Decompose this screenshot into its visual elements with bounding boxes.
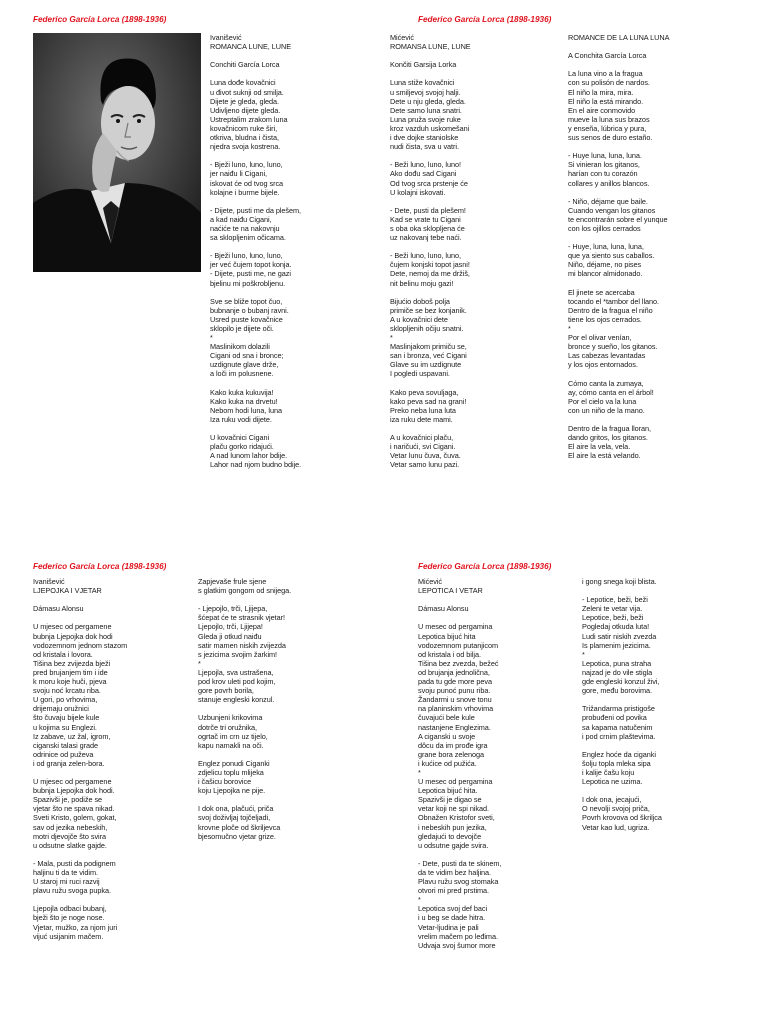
poem-line: Vetar samo lunu pazi. [390, 460, 460, 470]
poem-line: stanuje engleski konzul. [198, 695, 275, 705]
poem-line [33, 850, 127, 859]
poem-line [568, 42, 669, 51]
poem-line [198, 704, 291, 713]
poem-line: Mićević [418, 577, 442, 586]
poem-line: a loči im polusnene. [210, 369, 274, 379]
poem-line: čuvajući bele kule [418, 713, 475, 723]
poem-line: da te vidim bez haljina. [418, 868, 492, 877]
poem-line: que ya siento sus caballos. [568, 251, 655, 261]
poem-line: - Dete, pusti da plešem! [390, 205, 466, 215]
poem-line: Žandarmi u snove tonu [418, 695, 492, 705]
poem-line: vodozemnom jednom stazom [33, 640, 128, 650]
poem-line: I dok ona, plačući, priča [198, 804, 274, 814]
poem-line: kovačnicom ruke širi, [210, 123, 278, 133]
poem-line: Ivanišević [210, 33, 242, 42]
poem-line: harían con tu corazón [568, 169, 638, 179]
poem-line [568, 369, 669, 378]
poem-line: Vetar-ljudina je pali [418, 922, 479, 932]
poem-line: U kolajni iskovati. [390, 187, 446, 197]
poem-line: Is plamenim jezicima. [582, 640, 651, 650]
poem-line: sav od jezika nebeskih, [33, 822, 108, 832]
poem-line: El jinete se acercaba [568, 287, 635, 297]
poem-line: kapu namakli na oči. [198, 740, 264, 750]
poem-line: Preko neba luna luta [390, 405, 456, 415]
poem-line: ROMANCE DE LA LUNA LUNA [568, 33, 670, 42]
poem-line: Plavu ružu svog stomaka [418, 877, 499, 887]
poem-line: Končiti Garsija Lorka [390, 60, 457, 70]
poem-line [210, 379, 301, 388]
poem-line: nudi čista, sva u vatri. [390, 142, 459, 152]
poem-line: con los ojillos cerrados [568, 223, 641, 233]
poem-line: dando gritos, los gitanos. [568, 433, 648, 443]
poem-line [390, 51, 471, 60]
poem-line: Uzbunjeni krikovima [198, 713, 263, 723]
poem-line: naćiće te na nakovnju [210, 223, 280, 233]
poem-line: Kako peva sovuljaga, [390, 387, 459, 397]
poem-line: vetar koji ne spi nikad. [418, 804, 489, 814]
poem-line: i dve dojke staniolske [390, 133, 459, 143]
poem-line: u odsutne gajde svira. [418, 840, 489, 850]
poem-line: U gori, po vrhovima, [33, 695, 98, 705]
poem-line: Ako dođu sad Cigani [390, 169, 457, 179]
poem-line: Luna pruža svoje ruke [390, 114, 461, 124]
poem-line: con un niño de la mano. [568, 405, 645, 415]
poem-line: Ivanišević [33, 577, 65, 586]
poem-line: svoju noć krcatu riba. [33, 686, 101, 696]
poem-line: i naričući, svi Cigani. [390, 442, 456, 452]
poem-line: - Lepotice, beži, beži [582, 595, 648, 605]
poem-line: mueve la luna sus brazos [568, 114, 650, 124]
poem-line: ROMANCA LUNE, LUNE [210, 42, 292, 52]
poem-line: otkriva, bludna i čista, [210, 133, 279, 143]
poem-line: Maslinikom dolazili [210, 342, 270, 352]
poem-line [210, 288, 301, 297]
poem-line: k moru koje huči, pjeva [33, 677, 107, 687]
poem-line: Kako kuka kukuvija! [210, 387, 274, 397]
poem-line: A ciganski u svoje [418, 731, 476, 741]
poem-line [568, 415, 669, 424]
poem-line: i od granja zelen-bora. [33, 758, 105, 768]
poem-line: sus senos de duro estaño. [568, 133, 653, 143]
poem-line: y enseña, lúbrica y pura, [568, 123, 647, 133]
poem-line: Englez ponudi Ciganki [198, 758, 270, 768]
poem-line: Maslinjakom primiču se, [390, 342, 467, 352]
poem-line: i kalije čašu koju [582, 767, 635, 777]
poem-line: Spazivši je, podiže se [33, 795, 103, 805]
poem-line: ciganski talasi grade [33, 740, 99, 750]
poem-line: otvori mi pred prstima. [418, 886, 490, 896]
poem-line: Lepotica bijuć hita. [418, 786, 478, 796]
poem-line: La luna vino a la fragua [568, 69, 643, 79]
poem-line: A nad lunom lahor bdije. [210, 451, 288, 461]
poem-line [198, 595, 291, 604]
poem-line: s glatkim gongom od snijega. [198, 586, 292, 596]
poem-line: U staroj mi ruci razvij [33, 877, 100, 887]
poem-line: Por el cielo va la luna [568, 396, 637, 406]
poem-line: zdjelicu toplu mlijeka [198, 767, 264, 777]
poem-ivanisevic-ljepojka [33, 577, 127, 941]
poem-line: Iz zabave, uz žal, igrom, [33, 731, 111, 741]
poem-line: Vetar kao lud, ugriza. [582, 822, 650, 832]
poem-line [582, 586, 662, 595]
poem-line: i u beg se dade hitra. [418, 913, 486, 923]
poem-line [198, 750, 291, 759]
poem-line: Glave su im uzdignute [390, 360, 462, 370]
poem-line: Ljepojlo, trči, Ljijepa! [198, 622, 263, 632]
poem-line: Bijućio doboš polja [390, 296, 450, 306]
poem-line: što čuvaju bijele kule [33, 713, 100, 723]
poem-line: * [198, 658, 201, 668]
poem-line [33, 895, 127, 904]
poem-line [582, 741, 662, 750]
poem-line: bubnja Ljepojka dok hodi. [33, 786, 115, 796]
poem-line: - Bježi luno, luno, luno, [210, 251, 283, 261]
poem-line: Dámasu Alonsu [33, 604, 84, 614]
poem-line [33, 595, 127, 604]
poem-line [568, 233, 669, 242]
poem-line: kroz vazduh uskomešani [390, 123, 470, 133]
poem-line: Sve se bliže topot čuo, [210, 296, 283, 306]
poem-line [33, 768, 127, 777]
poem-line: jer već čujem topot konja. [210, 260, 292, 270]
poem-original-romance [568, 33, 669, 460]
poem-line: primiče se bez konjanik. [390, 305, 467, 315]
portrait-photo [33, 33, 201, 272]
poem-micevic-romansa [390, 33, 471, 470]
poem-line: uzdignute glave drže, [210, 360, 279, 370]
poem-line: Dentro de la fragua el niño [568, 305, 653, 315]
poem-line: Sveti Kristo, golem, gokat, [33, 813, 117, 823]
poem-line: En el aire conmovido [568, 105, 636, 115]
poem-line: Lepotica, puna straha [582, 658, 652, 668]
poem-line: satir mamen niskih zvijezda [198, 640, 286, 650]
poem-line: y los ojos entornados. [568, 360, 638, 370]
poem-line: Zapjevaše frule sjene [198, 577, 267, 586]
poem-line: I pogledi uspavani. [390, 369, 450, 379]
poem-line: - Mala, pusti da podignem [33, 858, 116, 868]
poem-line: nit belinu moju gazi! [390, 278, 454, 288]
poem-line: Lepotica ne uzima. [582, 777, 643, 787]
poem-line: * [418, 767, 421, 777]
poem-line: šćepat će te strasnik vjetar! [198, 613, 285, 623]
poem-line: svoj doživljaj tojčeljadi, [198, 813, 271, 823]
poem-line: od brujanja jednolična, [418, 667, 490, 677]
poem-line: sa kapama natučenim [582, 722, 653, 732]
poem-line: od kristala i lovora. [33, 649, 93, 659]
poem-line: bubnja Ljepojka dok hodi [33, 631, 113, 641]
poem-line: i čašicu borovice [198, 777, 252, 787]
poem-line: Cómo canta la zumaya, [568, 378, 644, 388]
header-bottom-mid: Federico García Lorca (1898-1936) [418, 562, 552, 571]
poem-ivanisevic-ljepojka-continued [198, 577, 291, 841]
poem-line: Ludi satir niskih zvezda [582, 631, 657, 641]
poem-line: O nevolji svojoj priča, [582, 804, 650, 814]
poem-line: Obnažen Kristofor sveti, [418, 813, 495, 823]
poem-line: * [210, 333, 213, 343]
poem-line: vodozemnom putanjicom [418, 640, 499, 650]
poem-line: grane bora zelenoga [418, 749, 484, 759]
poem-line: mi blancor almidonado. [568, 269, 643, 279]
poem-line: con su polisón de nardos. [568, 78, 650, 88]
poem-line: Por el olivar venían, [568, 333, 632, 343]
poem-line: Englez hoće da ciganki [582, 749, 656, 759]
poem-line: El aire la está velando. [568, 451, 641, 461]
header-top-left: Federico García Lorca (1898-1936) [33, 15, 167, 24]
poem-line: U kovačnici Cigani [210, 433, 270, 443]
poem-line: kolajne i burme bijele. [210, 187, 280, 197]
poem-line: Usred puste kovačnice [210, 314, 283, 324]
poem-line: * [418, 895, 421, 905]
poem-line: čujem konjski topot jasni! [390, 260, 470, 270]
poem-line [33, 613, 127, 622]
poem-line: Lepotice, beži, beži [582, 613, 644, 623]
poem-line: sklopljenih očiju snatni. [390, 324, 464, 333]
poem-line: Zeleni te vetar vija. [582, 604, 643, 614]
poem-line: Gleda ji otkud naiđu [198, 631, 262, 641]
poem-line: u odsutne slatke gajde. [33, 840, 107, 850]
poem-line: A u kovačnici plaču, [390, 433, 454, 443]
poem-micevic-lepotica [418, 577, 501, 950]
poem-line: bubnanje o bubanj ravni. [210, 305, 289, 315]
poem-line: gledajući to devojče [418, 831, 482, 841]
poem-line [390, 69, 471, 78]
poem-line: Kad se vrate tu Cigani [390, 214, 461, 224]
poem-line: - Dete, pusti da te skinem, [418, 858, 502, 868]
poem-line: Dentro de la fragua lloran, [568, 424, 652, 434]
poem-line: iza ruku dete mami. [390, 414, 453, 424]
poem-line: Nebom hodi luna, luna [210, 405, 282, 415]
poem-line: bježi što je noge nose. [33, 913, 105, 923]
poem-line: na planinskim vrhovima [418, 704, 494, 714]
poem-line: U mesec od pergamina [418, 777, 493, 787]
poem-line [210, 151, 301, 160]
poem-line: vrelim mačem po leđima. [418, 931, 498, 941]
poem-line: i kućice od pužića. [418, 758, 477, 768]
poem-line: - Niño, déjame que baile. [568, 196, 648, 206]
poem-line: El niño la está mirando. [568, 96, 644, 106]
poem-line: s oba oka sklopljena će [390, 223, 465, 233]
poem-line: U mesec od pergamina [418, 622, 493, 632]
header-top-mid: Federico García Lorca (1898-1936) [418, 15, 552, 24]
poem-line: Udivljeno dijete gleda. [210, 105, 281, 115]
poem-line: nastanjene Englezima. [418, 722, 491, 732]
poem-line: ogrtač im crn uz tijelo, [198, 731, 268, 741]
poem-line: ay, cómo canta en el árbol! [568, 387, 654, 397]
poem-line: Las cabezas levantadas [568, 351, 646, 361]
poem-line: od kristala i od bilja. [418, 649, 481, 659]
poem-line: Dijete je gleda, gleda. [210, 96, 280, 106]
poem-line: sklopilo je dijete oči. [210, 324, 274, 333]
poem-line: - Bježi luno, luno, luno, [210, 160, 283, 170]
poem-line: motri djevojče što svira [33, 831, 107, 841]
poem-line [418, 613, 501, 622]
poem-line: gore, među borovima. [582, 686, 652, 696]
poem-line: LJEPOJKA I VJETAR [33, 586, 102, 596]
poem-line: probuđeni od povika [582, 713, 647, 723]
poem-line: Vjetar, mužko, za njom juri [33, 922, 118, 932]
poem-line [210, 69, 301, 78]
poem-line: tiene los ojos cerrados. [568, 314, 642, 324]
poem-line: - Huye, luna, luna, luna, [568, 242, 644, 252]
poem-line: Od tvog srca prstenje će [390, 178, 468, 188]
poem-line: A Conchita García Lorca [568, 51, 647, 61]
poem-line: - Beži luno, luno, luno! [390, 160, 462, 170]
poem-line: jer naiđu li Cigani, [210, 169, 268, 179]
poem-line: LEPOTICA I VETAR [418, 586, 483, 596]
poem-line: El niño la mira, mira. [568, 87, 634, 97]
poem-line: dôcu da im prođe igra [418, 740, 488, 750]
poem-line [210, 51, 301, 60]
poem-line: Niño, déjame, no pises [568, 260, 642, 270]
poem-line [568, 279, 669, 288]
poem-line [568, 188, 669, 197]
poem-line: pred brujanjem tim i ide [33, 667, 108, 677]
poem-line [568, 60, 669, 69]
poem-line [418, 850, 501, 859]
poem-line: a kad naiđu Cigani, [210, 214, 272, 224]
poem-line: El aire la vela, vela. [568, 442, 631, 452]
poem-line [390, 242, 471, 251]
poem-line [390, 197, 471, 206]
poem-line: Luna dođe kovačnici [210, 78, 276, 88]
poem-line: bjelinu mi poškrobljenu. [210, 278, 286, 288]
poem-line: I dok ona, jecajući, [582, 795, 642, 805]
poem-line: Tišina bez zvezda, bežeć [418, 658, 499, 668]
poem-line: Ljepojla odbaci bubanj, [33, 904, 107, 914]
poem-line: Pogledaj otkuda luta! [582, 622, 650, 632]
poem-line: drijemaju oružnici [33, 704, 89, 714]
poem-line: - Ljepojlo, trči, Ljijepa, [198, 604, 268, 614]
poem-line [582, 786, 662, 795]
poem-line: u smiljevoj svojoj halji. [390, 87, 461, 97]
poem-line [390, 288, 471, 297]
poem-line: - Dijete, pusti me da plešem, [210, 205, 302, 215]
poem-line: Dete, nemoj da me držiš, [390, 269, 470, 279]
poem-line: Ustreptalim zrakom luna [210, 114, 288, 124]
poem-line: pod krov uleti pod kojim, [198, 677, 276, 687]
poem-line: pada tu gde more peva [418, 677, 492, 687]
poem-line: dotrče tri oružnika, [198, 722, 258, 732]
poem-line: najzad je do vile stigla [582, 667, 653, 677]
poem-line: - Huye luna, luna, luna. [568, 151, 642, 161]
poem-line: * [582, 649, 585, 659]
poem-line: U mjesec od pergamene [33, 777, 112, 787]
poem-ivanisevic-romanca [210, 33, 301, 470]
poem-line: * [390, 333, 393, 343]
poem-line: njedra svoja kostrena. [210, 142, 281, 152]
poem-line: i gong snega koji blista. [582, 577, 657, 586]
poem-line: Trižandarma pristigoše [582, 704, 655, 714]
poem-line: Mićević [390, 33, 414, 42]
poem-line: A u kovačnici dete [390, 314, 448, 324]
poem-line: Luna stiže kovačnici [390, 78, 455, 88]
poem-line: krovne ploče od škriljevca [198, 822, 281, 832]
poem-line: vjetar što ne spava nikad. [33, 804, 115, 814]
poem-line: Lepotica svoj def baci [418, 904, 488, 914]
poem-line [390, 379, 471, 388]
poem-line: vijuć usijanim mačem. [33, 931, 104, 941]
poem-line: kako peva sad na grani! [390, 396, 467, 406]
poem-line: Cigani od sna i bronce; [210, 351, 284, 361]
poem-line: - Beži luno, luno, luno, [390, 251, 462, 261]
poem-line: u kojima su Englezi. [33, 722, 97, 732]
poem-line: šolju topla mleka sipa [582, 758, 651, 768]
poem-line: Dete samo luna snatri. [390, 105, 462, 115]
poem-line: Ljepojla, sva ustrašena, [198, 667, 274, 677]
poem-line: Spazivši je digao se [418, 795, 482, 805]
poem-line: Lepotica bijuć hita [418, 631, 476, 641]
poem-line: Iza ruku vodi dijete. [210, 414, 272, 424]
poem-line: uz nakovanj tebe naći. [390, 233, 462, 243]
header-bottom-left: Federico García Lorca (1898-1936) [33, 562, 167, 571]
poem-line [390, 151, 471, 160]
poem-line: sa sklopljenim očicama. [210, 233, 286, 243]
poem-line: san i bronza, već Cigani [390, 351, 467, 361]
poem-line [198, 795, 291, 804]
poem-line: haljinu ti da te vidim. [33, 868, 98, 877]
poem-line: odrinice od puževa [33, 749, 94, 759]
poem-line: plavu ružu svoga pupka. [33, 886, 111, 896]
poem-line: u đivot suknji od smilja. [210, 87, 284, 97]
poem-line [582, 695, 662, 704]
poem-line: i pod crnim plaštevima. [582, 731, 656, 741]
poem-line: gde engleski konzul živi, [582, 677, 660, 687]
poem-line: bjesomučno vjetar grize. [198, 831, 276, 841]
poem-line: Tišina bez zvijezda bježi [33, 658, 111, 668]
poem-line: Dámasu Alonsu [418, 604, 469, 614]
poem-line: bronce y sueño, los gitanos. [568, 342, 658, 352]
poem-line: Vetar lunu čuva, čuva. [390, 451, 461, 461]
poem-line: tocando el *tambor del llano. [568, 296, 660, 306]
poem-line: Kako kuka na drvetu! [210, 396, 278, 406]
poem-line: ROMANSA LUNE, LUNE [390, 42, 471, 52]
poem-line: te encontrarán sobre el yunque [568, 214, 668, 224]
poem-line [418, 595, 501, 604]
poem-line: Udvaja svoj šumor more [418, 940, 496, 950]
poem-line: U mjesec od pergamene [33, 622, 112, 632]
poem-line [210, 424, 301, 433]
poem-line: plaču gorko ridajući. [210, 442, 274, 452]
poem-line: Cuando vengan los gitanos [568, 205, 656, 215]
poem-line: - Dijete, pusti me, ne gazi [210, 269, 291, 279]
poem-line [568, 142, 669, 151]
poem-line: koju Ljepojka ne pije. [198, 786, 266, 796]
poem-line: svoju punoć punu riba. [418, 686, 491, 696]
poem-line: Dete u nju gleda, gleda. [390, 96, 466, 106]
poem-line: Lahor nad njom budno bdije. [210, 460, 302, 470]
poem-line: i nebeskih pun jezika, [418, 822, 487, 832]
poem-line: Conchiti García Lorca [210, 60, 280, 70]
poem-line: gore povrh borila, [198, 686, 254, 696]
poem-micevic-lepotica-continued [582, 577, 662, 832]
poem-line: iskovat će od tvog srca [210, 178, 284, 188]
poem-line: * [568, 324, 571, 333]
poem-line [390, 424, 471, 433]
poem-line: Si vinieran los gitanos, [568, 160, 640, 170]
poem-line: collares y anillos blancos. [568, 178, 650, 188]
poem-line [210, 242, 301, 251]
poem-line [210, 197, 301, 206]
poem-line: s jezicima svojim žarkim! [198, 649, 278, 659]
poem-line: Povrh krovova od škriljca [582, 813, 662, 823]
